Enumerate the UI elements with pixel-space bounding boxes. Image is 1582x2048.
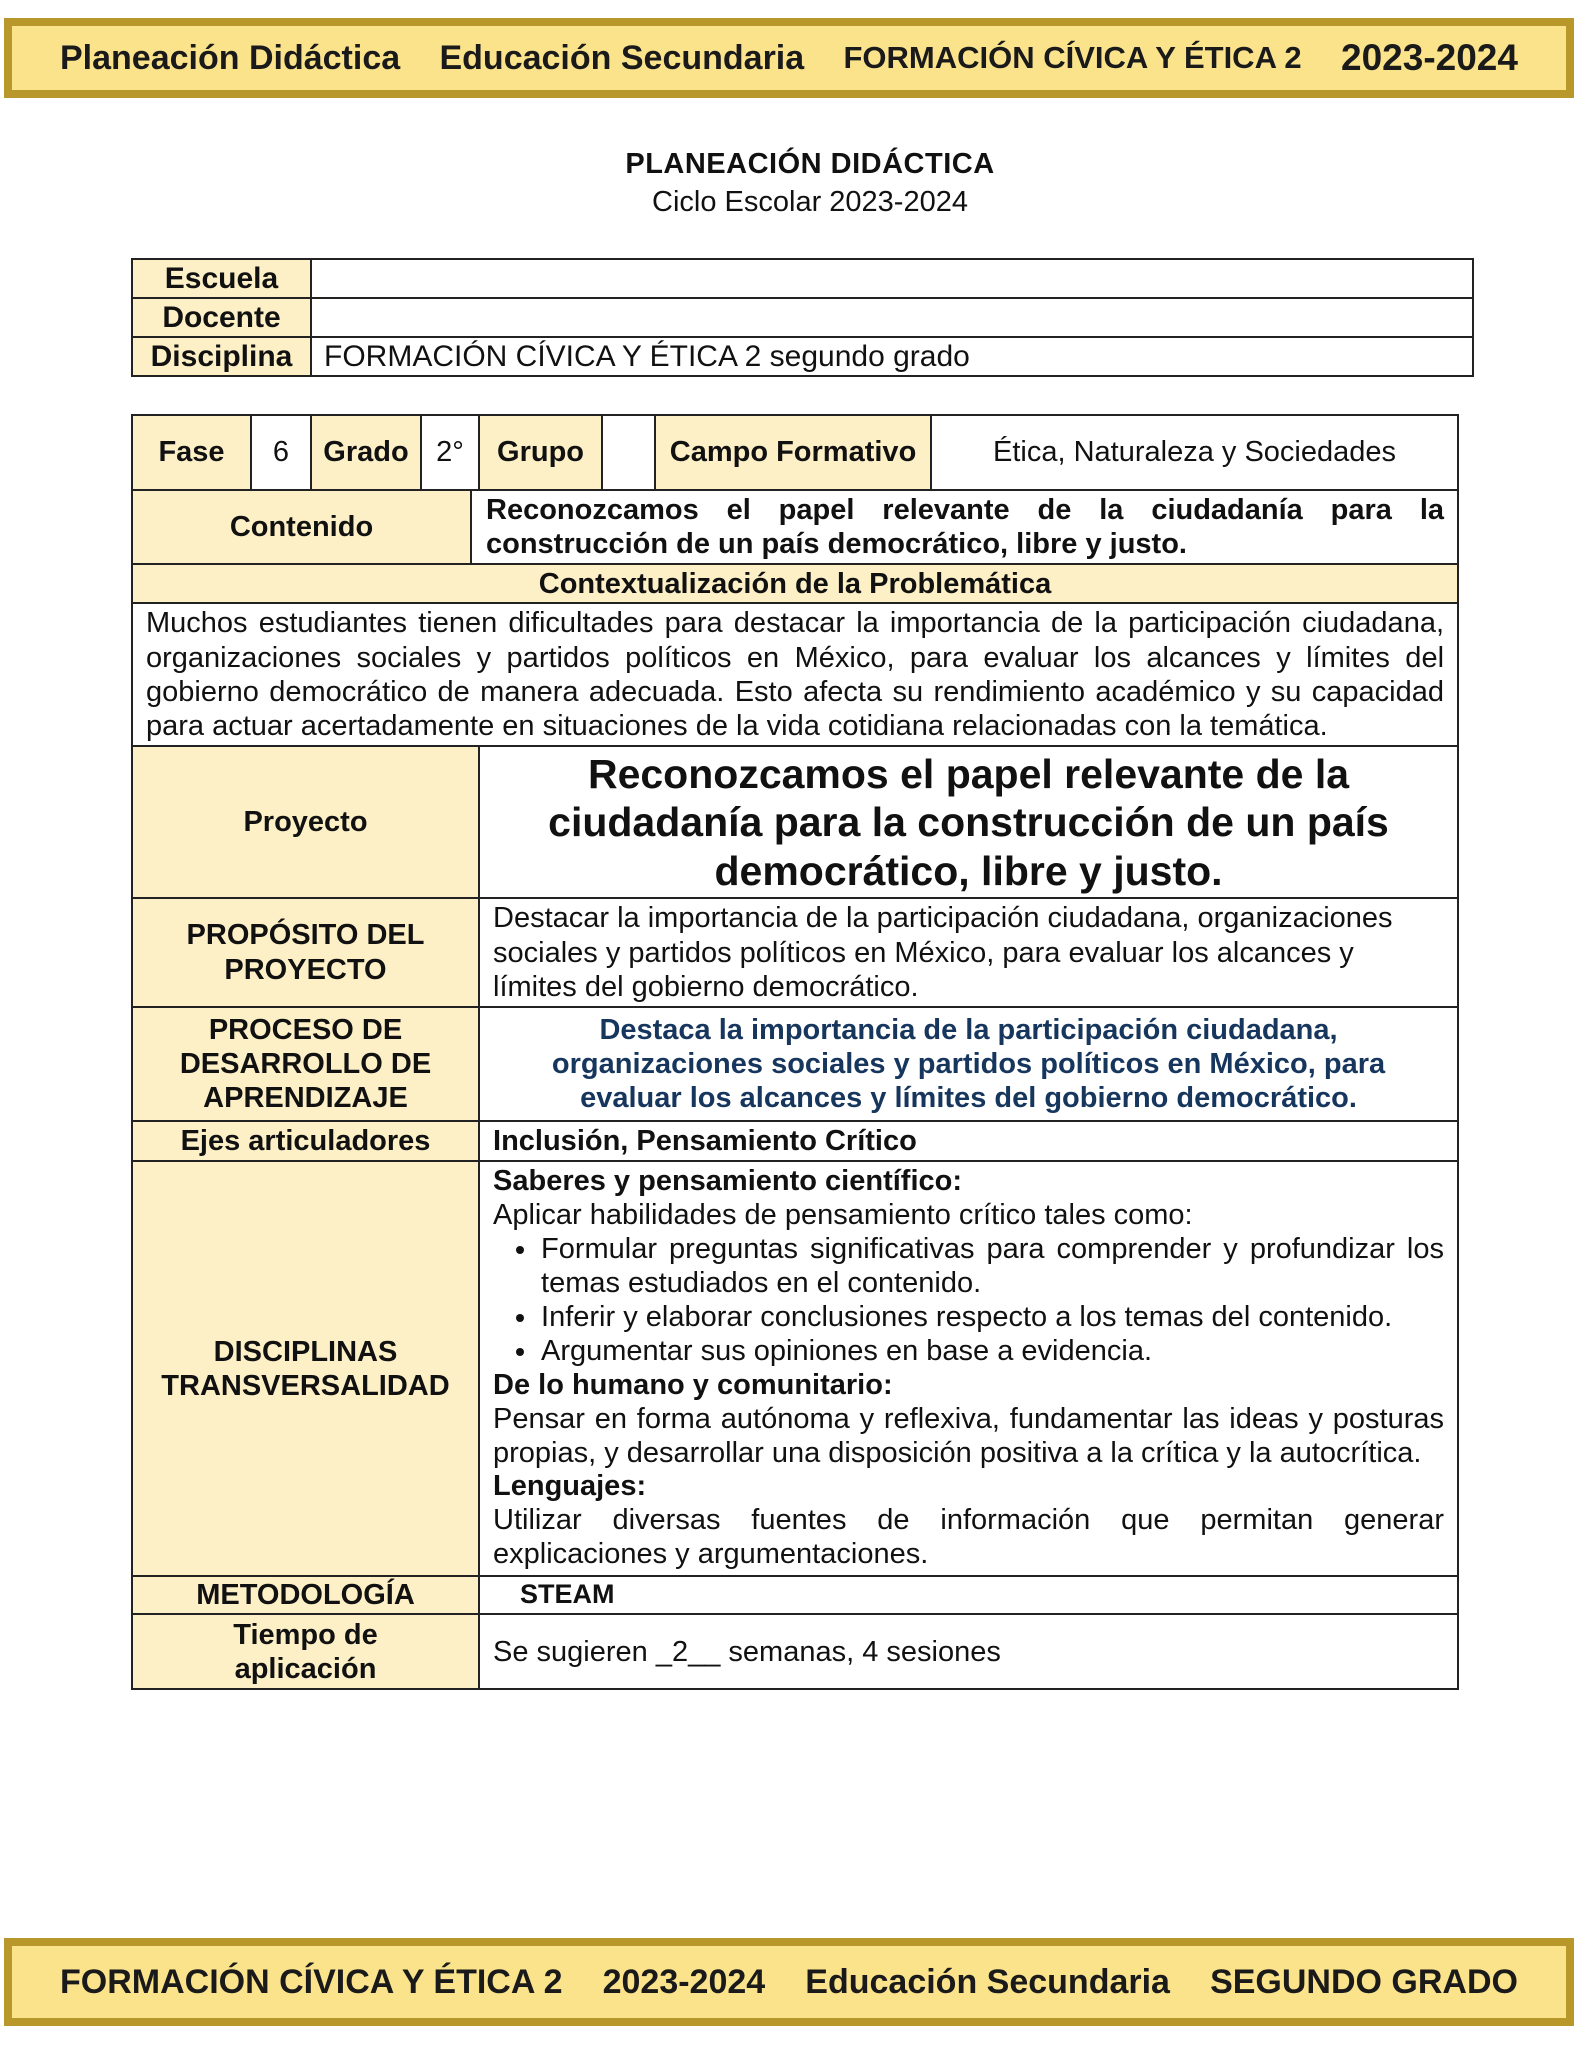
disciplina-label: Disciplina — [132, 337, 311, 376]
page-subtitle: Ciclo Escolar 2023-2024 — [652, 186, 968, 218]
table-row — [132, 337, 1473, 376]
footer-banner — [4, 1938, 1574, 2026]
proposito-value: Destacar la importancia de la participación ciudadana, organizaciones sociales y partidos políticos en México, para evaluar los alcances y límites del gobierno democrático. — [479, 898, 1458, 1007]
saberes-list — [493, 1233, 1444, 1369]
table-row — [132, 1576, 1458, 1614]
contenido-label: Contenido — [132, 490, 471, 564]
ejes-value: Inclusión, Pensamiento Crítico — [479, 1121, 1458, 1161]
proyecto-title: Reconozcamos el papel relevante de la ciudadanía para la construcción de un país democrático, libre y justo. — [479, 746, 1458, 898]
table-row — [132, 1007, 1458, 1121]
footer-item-ciclo: 2023-2024 — [602, 1962, 766, 2001]
disciplinas-content — [479, 1161, 1458, 1576]
planning-table — [131, 414, 1459, 1690]
table-row — [132, 746, 1458, 898]
humano-heading: De lo humano y comunitario: — [493, 1368, 893, 1401]
table-row — [132, 603, 1458, 746]
table-row — [132, 415, 1458, 490]
tiempo-value: Se sugieren _2__ semanas, 4 sesiones — [479, 1614, 1458, 1689]
docente-field[interactable] — [311, 298, 1473, 337]
saberes-intro: Aplicar habilidades de pensamiento crítico tales como: — [493, 1199, 1193, 1232]
escuela-label: Escuela — [132, 259, 311, 298]
tiempo-label: Tiempo de aplicación — [132, 1614, 479, 1689]
school-info-table — [131, 258, 1474, 377]
footer-item-nivel: Educación Secundaria — [805, 1962, 1170, 2001]
escuela-field[interactable] — [311, 259, 1473, 298]
header-item-ciclo: 2023-2024 — [1341, 37, 1518, 78]
humano-text: Pensar en forma autónoma y reflexiva, fundamentar las ideas y posturas propias, y desarrollar una disposición positiva a la crítica y la autocrítica. — [493, 1402, 1445, 1469]
table-row — [132, 259, 1473, 298]
proposito-label: PROPÓSITO DEL PROYECTO — [132, 898, 479, 1007]
header-item-nivel: Educación Secundaria — [439, 38, 805, 77]
footer-item-materia: FORMACIÓN CÍVICA Y ÉTICA 2 — [60, 1962, 563, 2001]
table-row — [132, 298, 1473, 337]
list-item: • Argumentar sus opiniones en base a evidencia. — [539, 1335, 1444, 1369]
proyecto-label: Proyecto — [132, 746, 479, 898]
proceso-label: PROCESO DE DESARROLLO DE APRENDIZAJE — [132, 1007, 479, 1121]
disciplinas-label: DISCIPLINAS TRANSVERSALIDAD — [132, 1161, 479, 1576]
contextualizacion-heading: Contextualización de la Problemática — [132, 564, 1458, 603]
fase-value: 6 — [251, 415, 311, 490]
grado-value: 2° — [421, 415, 479, 490]
metodologia-label: METODOLOGÍA — [132, 1576, 479, 1614]
footer-item-grado: SEGUNDO GRADO — [1210, 1962, 1518, 2001]
table-row — [132, 1161, 1458, 1576]
table-row — [132, 1614, 1458, 1689]
page-title: PLANEACIÓN DIDÁCTICA — [625, 148, 995, 180]
table-row — [132, 564, 1458, 603]
table-row — [132, 490, 1458, 564]
header-banner — [4, 18, 1574, 98]
proceso-value: Destaca la importancia de la participación ciudadana, organizaciones sociales y partidos políticos en México, para evaluar los alcances y límites del gobierno democrático. — [479, 1007, 1458, 1121]
ejes-label: Ejes articuladores — [132, 1121, 479, 1161]
contextualizacion-text: Muchos estudiantes tienen dificultades para destacar la importancia de la participación ciudadana, organizaciones sociales y partidos políticos en México, para evaluar los alcances y límites del gobierno democrático de manera adecuada. Esto afecta su rendimiento académico y su capacidad para actuar acertadamente en situaciones de la vida cotidiana relacionadas con la temática. — [132, 603, 1458, 746]
list-item: • Inferir y elaborar conclusiones respecto a los temas del contenido. — [539, 1301, 1444, 1335]
list-item: • Formular preguntas significativas para comprender y profundizar los temas estudiados en el contenido. — [539, 1233, 1444, 1301]
lenguajes-heading: Lenguajes: — [493, 1470, 647, 1503]
header-item-planeacion: Planeación Didáctica — [60, 38, 401, 77]
grupo-label: Grupo — [479, 415, 602, 490]
fase-label: Fase — [132, 415, 251, 490]
grupo-field[interactable] — [602, 415, 655, 490]
header-item-materia: FORMACIÓN CÍVICA Y ÉTICA 2 — [843, 40, 1302, 75]
metodologia-value: STEAM — [479, 1576, 1458, 1614]
docente-label: Docente — [132, 298, 311, 337]
lenguajes-text: Utilizar diversas fuentes de información que permitan generar explicaciones y argumentaciones. — [493, 1504, 1445, 1571]
disciplina-value: FORMACIÓN CÍVICA Y ÉTICA 2 segundo grado — [311, 337, 1473, 376]
grado-label: Grado — [311, 415, 421, 490]
campo-formativo-label: Campo Formativo — [655, 415, 931, 490]
table-row — [132, 898, 1458, 1007]
campo-formativo-value: Ética, Naturaleza y Sociedades — [931, 415, 1458, 490]
contenido-value: Reconozcamos el papel relevante de la ciudadanía para la construcción de un país democrático, libre y justo. — [471, 490, 1458, 564]
table-row — [132, 1121, 1458, 1161]
saberes-heading: Saberes y pensamiento científico: — [493, 1165, 962, 1198]
